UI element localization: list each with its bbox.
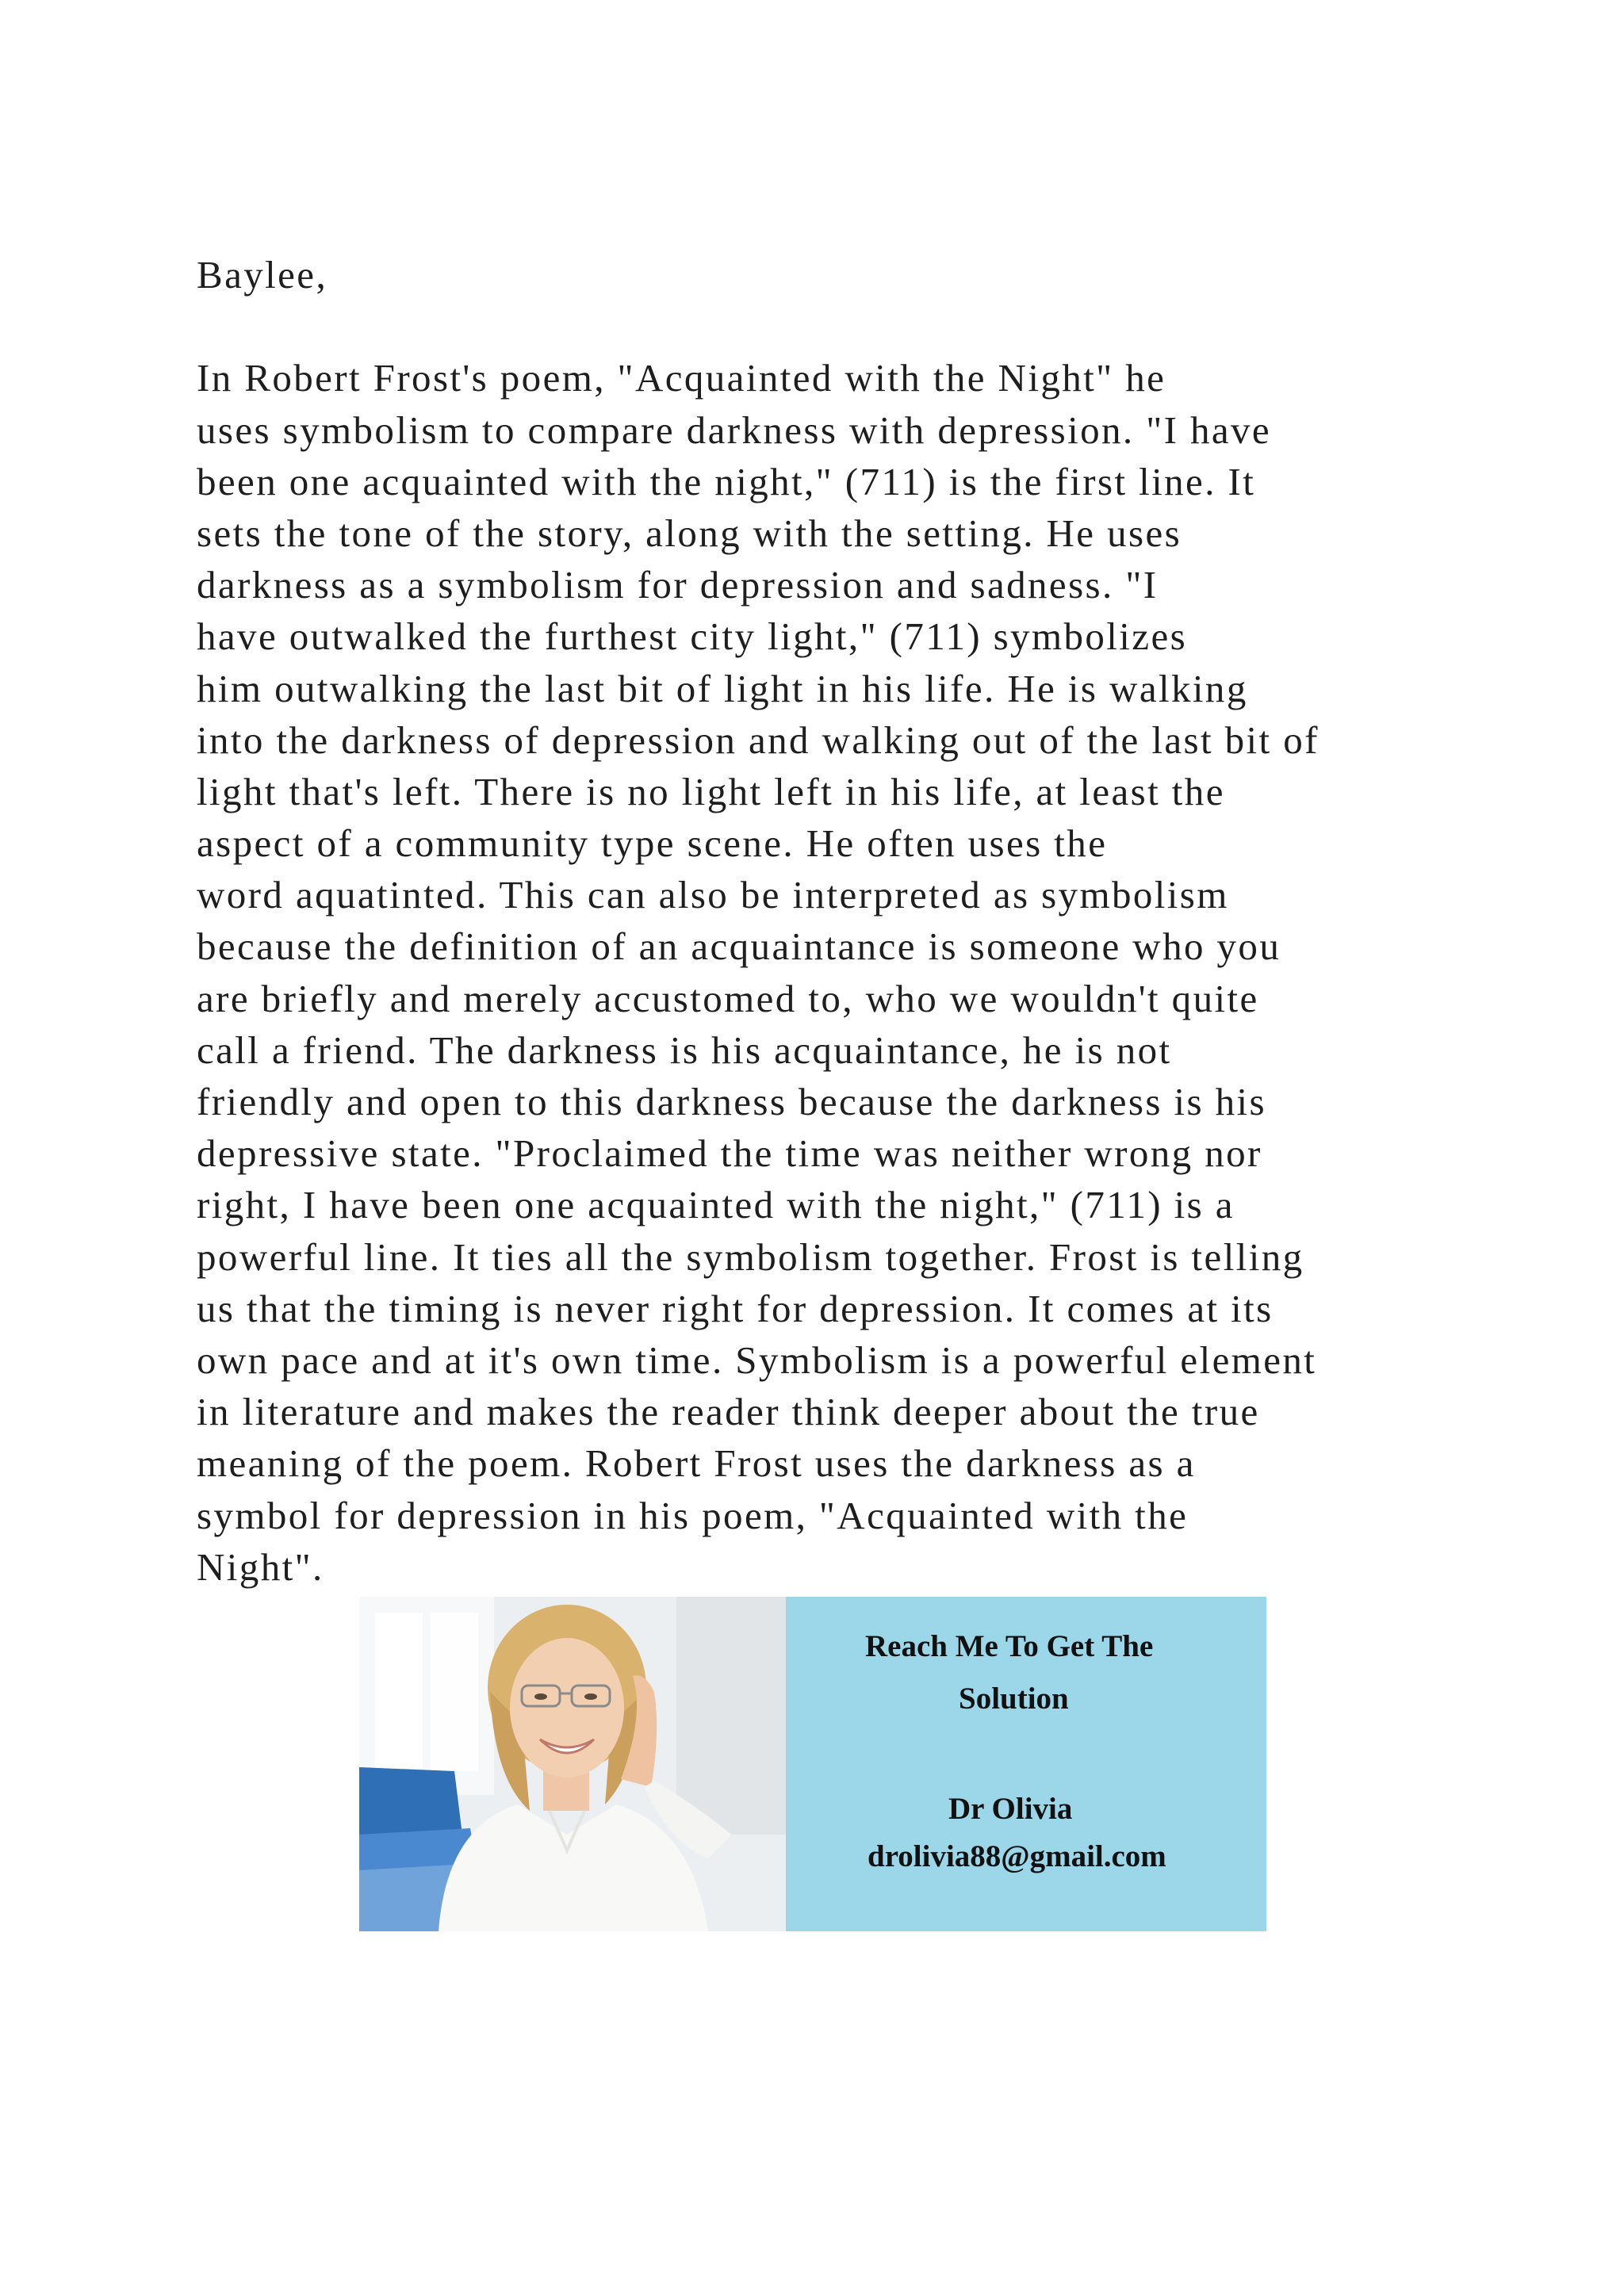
paragraph-line: are briefly and merely accustomed to, who we wouldn't quite <box>197 976 1259 1020</box>
paragraph-line: him outwalking the last bit of light in his life. He is walking <box>197 666 1248 710</box>
paragraph-line: into the darkness of depression and walking out of the last bit of <box>197 718 1320 762</box>
paragraph-line: own pace and at it's own time. Symbolism is a powerful element <box>197 1337 1317 1382</box>
paragraph-line: In Robert Frost's poem, "Acquainted with the Night" he <box>197 356 1166 400</box>
paragraph-line: right, I have been one acquainted with the night," (711) is a <box>197 1183 1235 1227</box>
paragraph-line: because the definition of an acquaintance is someone who you <box>197 924 1281 969</box>
paragraph-line: have outwalked the furthest city light," (711) symbolizes <box>197 614 1188 659</box>
contact-banner <box>359 1597 1266 1931</box>
paragraph-line: uses symbolism to compare darkness with depression. "I have <box>197 408 1272 452</box>
paragraph-gap <box>197 300 1513 352</box>
paragraph-line: depressive state. "Proclaimed the time was neither wrong nor <box>197 1131 1262 1176</box>
woman-photo <box>359 1597 786 1931</box>
paragraph-line: in literature and makes the reader think deeper about the true <box>197 1390 1260 1434</box>
paragraph-line: Night". <box>197 1544 324 1589</box>
paragraph-line: friendly and open to this darkness because the darkness is his <box>197 1080 1267 1123</box>
woman-photo-illustration <box>359 1597 786 1931</box>
banner-headline: Reach Me To Get The <box>865 1629 1154 1663</box>
paragraph-line: light that's left. There is no light left in his life, at least the <box>197 769 1225 813</box>
paragraph-line: us that the timing is never right for depression. It comes at its <box>197 1286 1274 1330</box>
letter-body <box>197 249 1513 1593</box>
contact-name: Dr Olivia <box>948 1792 1073 1826</box>
contact-info-panel <box>786 1597 1266 1931</box>
paragraph-line: sets the tone of the story, along with the setting. He uses <box>197 511 1182 555</box>
letter-greeting: Baylee, <box>197 253 328 297</box>
contact-email: drolivia88@gmail.com <box>868 1839 1166 1873</box>
paragraph-line: word aquatinted. This can also be interpreted as symbolism <box>197 873 1229 917</box>
banner-headline-continued: Solution <box>959 1682 1069 1716</box>
paragraph-line: call a friend. The darkness is his acquaintance, he is not <box>197 1027 1172 1072</box>
paragraph-line: meaning of the poem. Robert Frost uses the darkness as a <box>197 1441 1196 1486</box>
paragraph-line: darkness as a symbolism for depression and sadness. "I <box>197 563 1159 607</box>
paragraph-line: symbol for depression in his poem, "Acquainted with the <box>197 1493 1189 1537</box>
paragraph-line: powerful line. It ties all the symbolism together. Frost is telling <box>197 1234 1304 1279</box>
paragraph-line: aspect of a community type scene. He often uses the <box>197 821 1108 866</box>
paragraph-line: been one acquainted with the night," (711) is the first line. It <box>197 459 1256 503</box>
